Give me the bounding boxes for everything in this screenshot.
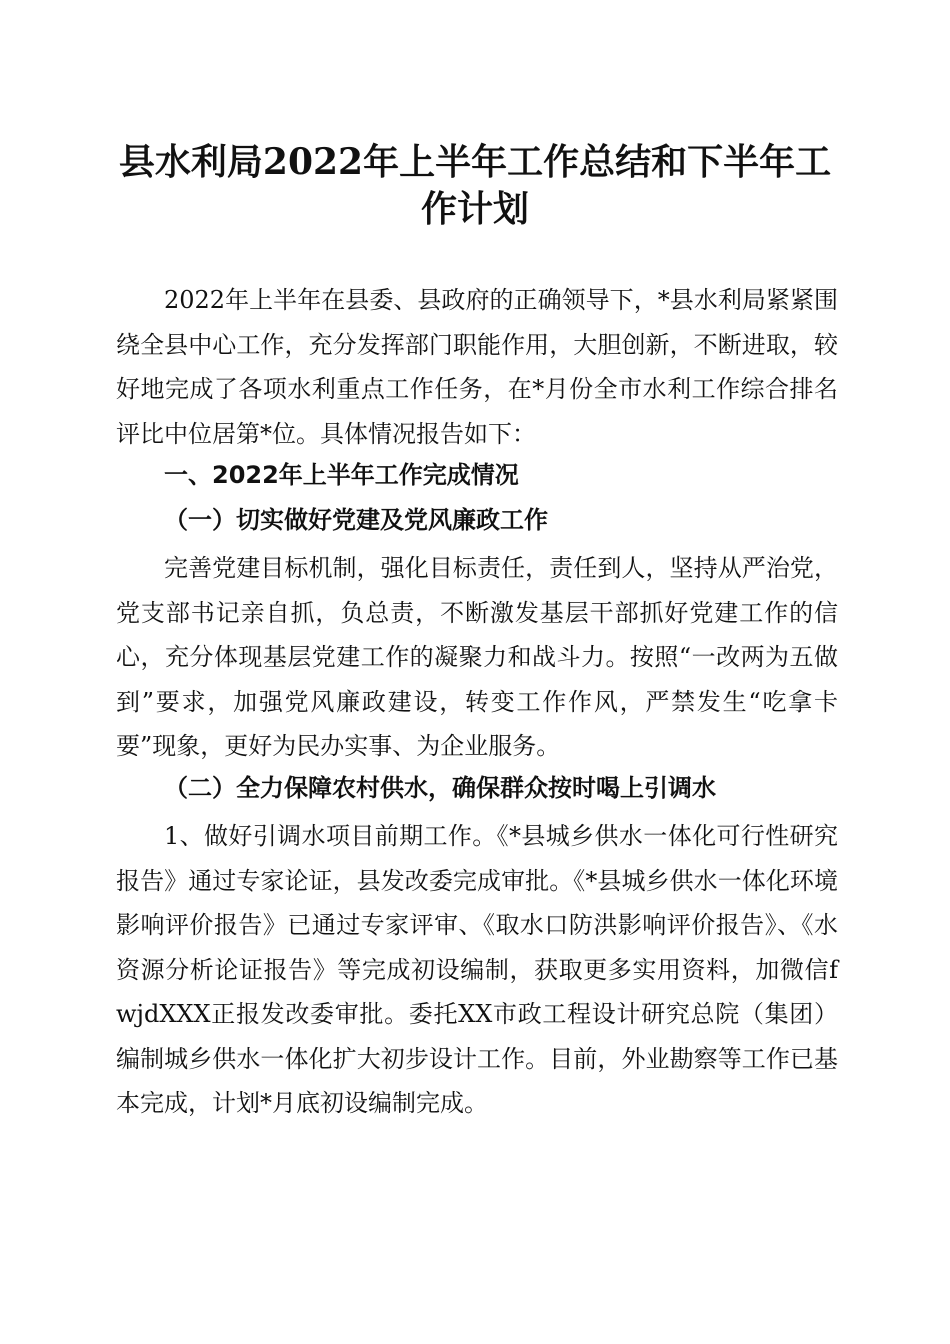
document-title-line-2: 作计划 — [420, 188, 529, 230]
subsection-2-heading: （二）全力保障农村供水，确保群众按时喝上引调水 — [164, 773, 716, 802]
subsection-1-heading: （一）切实做好党建及党风廉政工作 — [164, 505, 548, 534]
subsection-2-paragraph: 1、做好引调水项目前期工作。《*县城乡供水一体化可行性研究报告》通过专家论证，县发改委完成审批。《*县城乡供水一体化环境影响评价报告》已通过专家评审、《取水口防洪影响评价报告》、《水资源分析论证报告》等完成初设编制，获取更多实用资料，加微信fwjdXXX正报发改委审批。委托XX市政工程设计研究总院（集团）编制城乡供水一体化扩大初步设计工作。目前，外业勘察等工作已基本完成，计划*月底初设编制完成。 — [116, 822, 838, 1117]
document-title-line-1: 县水利局2022年上半年工作总结和下半年工 — [118, 141, 832, 183]
intro-paragraph: 2022年上半年在县委、县政府的正确领导下，*县水利局紧紧围绕全县中心工作，充分发挥部门职能作用，大胆创新，不断进取，较好地完成了各项水利重点工作任务，在*月份全市水利工作综合排名评比中位居第*位。具体情况报告如下： — [116, 286, 838, 448]
section-1-heading: 一、2022年上半年工作完成情况 — [164, 461, 519, 489]
subsection-1-paragraph: 完善党建目标机制，强化目标责任，责任到人，坚持从严治党，党支部书记亲自抓，负总责，不断激发基层干部抓好党建工作的信心，充分体现基层党建工作的凝聚力和战斗力。按照“一改两为五做到”要求，加强党风廉政建设，转变工作作风，严禁发生“吃拿卡要”现象，更好为民办实事、为企业服务。 — [116, 554, 838, 760]
